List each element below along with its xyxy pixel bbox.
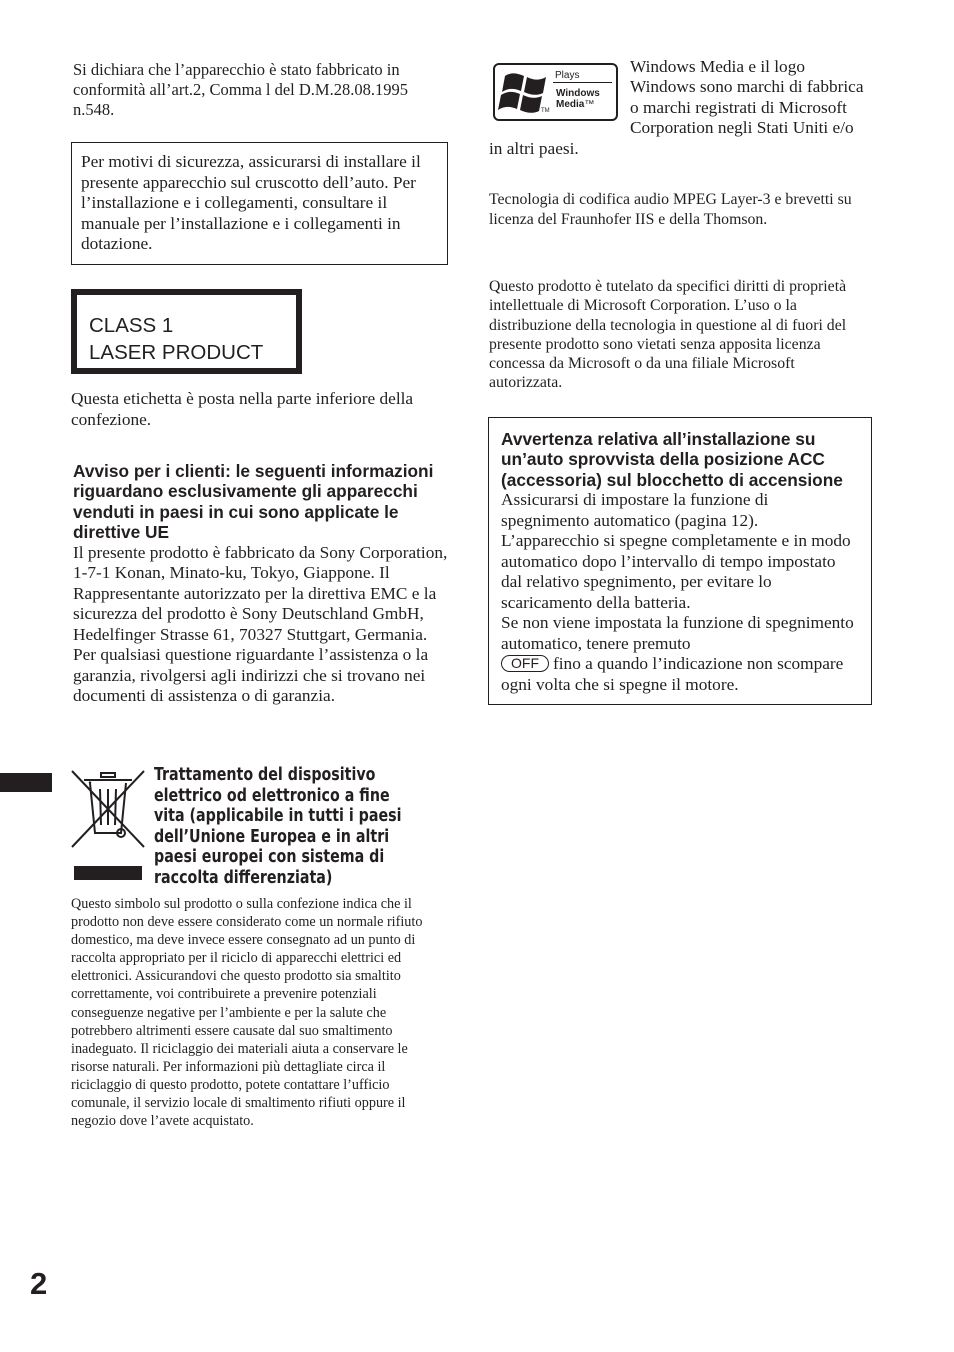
acc-warning-para1: Assicurarsi di impostare la funzione di spegnimento automatico (pagina 12). (501, 490, 769, 530)
laser-class-label (71, 289, 302, 374)
crossed-out-wheeled-bin-icon (70, 769, 146, 881)
safety-notice-text: Per motivi di sicurezza, assicurarsi di installare il presente apparecchio sul cruscotto dell’auto. Per l’installazione e i collegamenti, consultare il manuale per l’installazione e i collegamenti in dotazione. (81, 152, 421, 254)
microsoft-ip-note: Questo prodotto è tutelato da specifici diritti di proprietà intellettuale di Microsoft Corporation. L’uso o la distribuzione della tecnologia in questione al di fuori del presente prodotto sono vietati senza apposita licenza concessa da Microsoft o da una filiale Microsoft autorizzata. (489, 278, 847, 392)
eu-notice-heading: Avviso per i clienti: le seguenti informazioni riguardano esclusivamente gli apparecchi venduti in paesi in cui sono applicate le direttive UE (73, 461, 434, 543)
logo-tm-superscript: ™ (584, 99, 595, 110)
windows-media-trademark-text: Windows Media e il logo Windows sono marchi di fabbrica o marchi registrati di Microsoft Corporation negli Stati Uniti e/o in altri paesi. (489, 57, 864, 158)
conformity-declaration: Si dichiara che l’apparecchio è stato fabbricato in conformità all’art.2, Comma l del D.M.28.08.1995 n.548. (73, 60, 408, 119)
logo-windows-text: Windows (556, 88, 600, 99)
safety-notice-box (71, 142, 448, 265)
page-number: 2 (30, 1266, 48, 1301)
logo-plays-text: Plays (555, 70, 580, 81)
eu-notice-body: Il presente prodotto è fabbricato da Sony Corporation, 1-7-1 Konan, Minato-ku, Tokyo, Giappone. Il Rappresentante autorizzato per la direttiva EMC e la sicurezza del prodotto è Sony Deutschland GmbH, Hedelfinger Strasse 61, 70327 Stuttgart, Germania. Per qualsiasi questione riguardante l’assistenza o la garanzia, rivolgersi agli indirizzi che si trovano nei documenti di assistenza o di garanzia. (73, 542, 448, 706)
mpeg-license-note: Tecnologia di codifica audio MPEG Layer-3 e brevetti su licenza del Fraunhofer IIS e della Thomson. (489, 191, 852, 228)
section-tab-marker (0, 773, 52, 792)
weee-disposal-heading: Trattamento del dispositivo elettrico od elettronico a fine vita (applicabile in tutti i paesi dell’Unione Europea e in altri paesi europei con sistema di raccolta differenziata) (154, 765, 402, 888)
acc-warning-para2: L’apparecchio si spegne completamente e in modo automatico dopo l’intervallo di tempo impostato dal relativo spegnimento, per evitare lo scaricamento della batteria. (501, 531, 851, 612)
windows-media-trademark (489, 57, 869, 159)
acc-warning-heading: Avvertenza relativa all’installazione su un’auto sprovvista della posizione ACC (accessoria) sul blocchetto di accensione (501, 429, 843, 490)
logo-media-text: Media (556, 99, 585, 110)
weee-disposal-text: Questo simbolo sul prodotto o sulla confezione indica che il prodotto non deve essere considerato come un normale rifiuto domestico, ma deve invece essere consegnato ad un punto di raccolta appropriato per il riciclo di apparecchi elettrici ed elettronici. Assicurandovi che questo prodotto sia smaltito correttamente, voi contribuirete a prevenire potenziali conseguenze negative per l’ambiente e per la salute che potrebbero altrimenti essere causate dal suo smaltimento inadeguato. Il riciclaggio dei materiali aiuta a conservare le risorse naturali. Per informazioni più dettagliate circa il riciclaggio di questo prodotto, potete contattare l’ufficio comunale, il servizio locale di smaltimento rifiuti oppure il negozio dove l’avete acquistato. (71, 896, 423, 1130)
eu-customer-notice (73, 461, 448, 707)
acc-warning-para3-start: Se non viene impostata la funzione di spegnimento automatico, tenere premuto (501, 613, 854, 653)
off-button-icon: OFF (501, 655, 549, 672)
acc-warning-para3 (501, 613, 859, 695)
acc-installation-warning (488, 417, 872, 705)
label-location-note: Questa etichetta è posta nella parte inferiore della confezione. (71, 389, 414, 429)
laser-label-line1: CLASS 1 (89, 314, 174, 337)
logo-tm-mark: TM (541, 108, 550, 114)
laser-label-line2: LASER PRODUCT (89, 341, 264, 364)
acc-warning-para3-end: fino a quando l’indicazione non scompare ogni volta che si spegne il motore. (501, 654, 844, 694)
